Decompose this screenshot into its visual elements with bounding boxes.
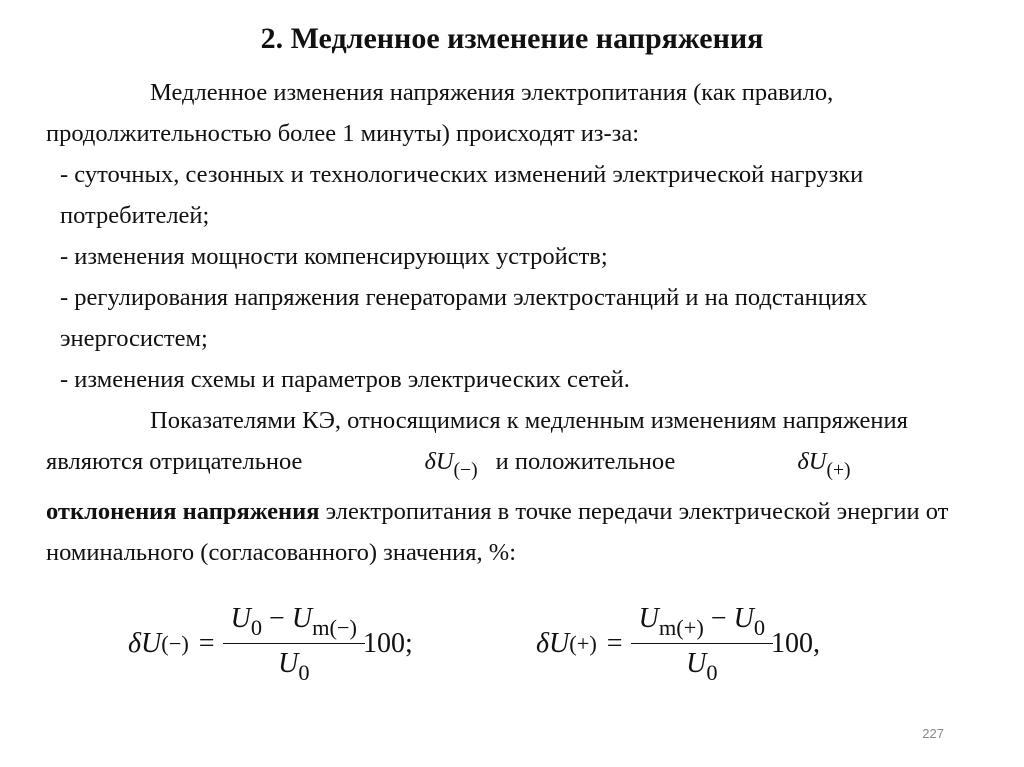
symbol-negative-deviation: $\delta U_{(-)}$ <box>424 448 478 481</box>
cause-item-3: - регулирования напряжения генераторами электростанций и на подстанциях энергосистем; <box>60 284 868 352</box>
page-number: 227 <box>922 726 944 741</box>
intro-paragraph: Медленное изменения напряжения электропитания (как правило, продолжительностью более 1 минуты) происходят из-за: <box>46 79 834 147</box>
slide-title: 2. Медленное изменение напряжения <box>260 22 764 55</box>
formula-negative-deviation: δU (−) = $\frac{U_0 - U_{m(-)}}{U_0}$ 100; <box>128 603 413 685</box>
slide-body <box>46 72 986 573</box>
cause-item-4: - изменения схемы и параметров электрических сетей. <box>60 366 630 393</box>
formula2-denominator: $U_0$ <box>631 643 773 686</box>
cause-item-1: - суточных, сезонных и технологических изменений электрической нагрузки потребителей; <box>60 161 864 229</box>
formula-positive-deviation: δU (+) = $\frac{U_{m(+)} - U_0}{U_0}$ 100, <box>536 603 821 685</box>
indicators-text-1: Показателями КЭ, относящимися к медленным изменениям напряжения являются отрицательное <box>46 407 908 475</box>
symbol-positive-deviation: $\delta U_{(+)}$ <box>797 448 851 481</box>
formula1-denominator: $U_0$ <box>223 643 365 686</box>
formula1-numerator: $U_0 - U_{m(-)}$ <box>230 603 358 640</box>
indicators-paragraph <box>46 400 986 573</box>
formula1-fraction <box>227 603 361 686</box>
indicators-bold-term: отклонения напряжения <box>46 497 320 525</box>
indicators-text-2: и положительное <box>495 448 676 475</box>
cause-item-2: - изменения мощности компенсирующих устройств; <box>60 243 608 270</box>
formula2-numerator: $U_{m(+)} - U_0$ <box>638 603 766 640</box>
indicators-text-3: электропитания в точке передачи электрической энергии от номинального (согласованного) значения, %: <box>46 497 949 566</box>
formula2-fraction <box>635 603 769 686</box>
